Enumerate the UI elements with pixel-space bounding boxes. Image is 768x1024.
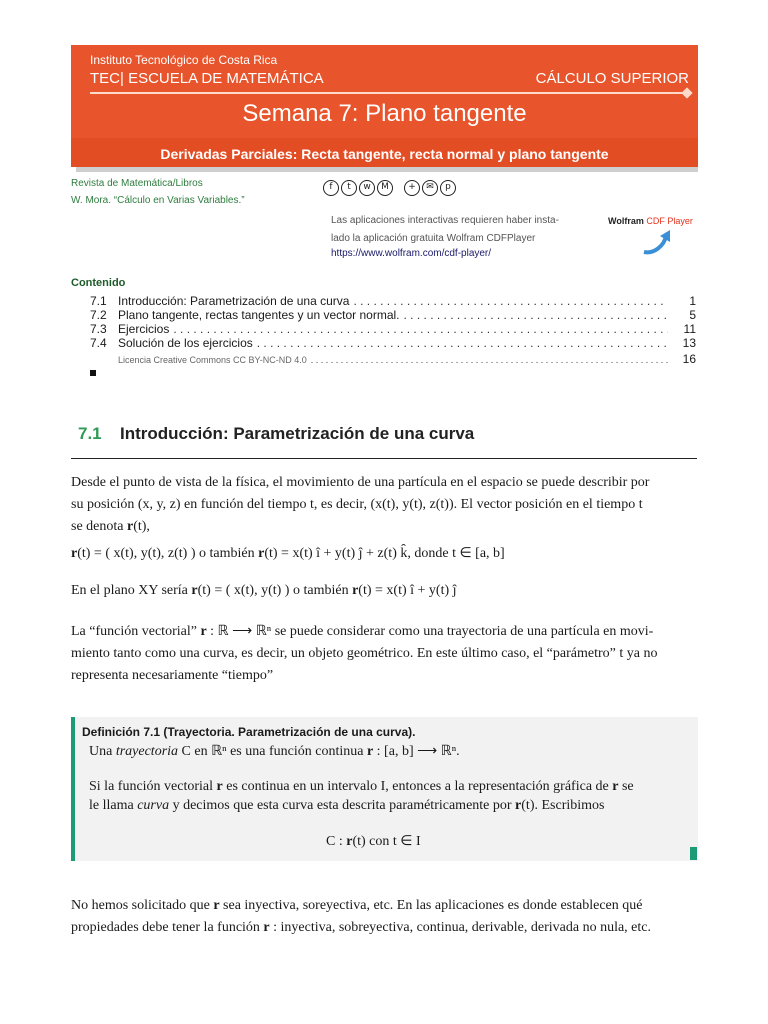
toc-item-label: Licencia Creative Commons CC BY-NC-ND 4.0 xyxy=(118,355,307,365)
text-span: sea inyectiva, soreyectiva, etc. En las aplicaciones es donde establecen qué xyxy=(219,898,643,913)
paragraph-vector-function xyxy=(71,621,698,687)
toc-item-number: 7.2 xyxy=(90,308,107,322)
term-trayectoria: trayectoria xyxy=(115,744,179,759)
toc-item-page: 13 xyxy=(682,336,696,350)
text-span: C : xyxy=(326,834,347,849)
toc-leader xyxy=(404,308,668,322)
toc-item[interactable] xyxy=(90,294,696,308)
paragraph-position xyxy=(71,472,698,538)
toc-leader xyxy=(173,322,668,336)
text-span: es continua en un intervalo I, entonces a la representación gráfica de xyxy=(222,779,613,794)
vector-r: r xyxy=(346,834,353,849)
toc-item-label: Solución de los ejercicios xyxy=(118,336,253,350)
text-span: : inyectiva, sobreyectiva, continua, derivable, derivada no nula, etc. xyxy=(269,920,651,935)
text-span: (t), xyxy=(133,519,150,534)
twitter-icon[interactable]: t xyxy=(341,180,357,196)
toc-item-page: 5 xyxy=(689,308,696,322)
toc-heading: Contenido xyxy=(71,277,126,289)
vector-r: r xyxy=(216,779,223,794)
definition-line xyxy=(89,798,604,814)
text-line xyxy=(71,516,698,538)
cdf-note-line: lado la aplicación gratuita Wolfram CDFPlayer xyxy=(331,233,536,244)
toc-item-number: 7.3 xyxy=(90,322,107,336)
section-number: 7.1 xyxy=(78,424,102,443)
text-span: (t) = ( x(t), y(t), z(t) ) o también xyxy=(77,546,259,561)
text-span: le llama xyxy=(89,798,138,813)
definition-end-marker xyxy=(690,847,697,860)
text-line: representa necesariamente “tiempo” xyxy=(71,668,274,683)
toc-item[interactable] xyxy=(90,322,696,336)
toc-leader xyxy=(257,336,668,350)
header-divider xyxy=(90,92,689,94)
vector-r: r xyxy=(366,744,374,759)
toc-item[interactable] xyxy=(90,336,696,350)
text-span: No hemos solicitado que xyxy=(71,898,214,913)
text-span: La “función vectorial” xyxy=(71,624,201,639)
toc-item-number: 7.4 xyxy=(90,336,107,350)
toc-item[interactable] xyxy=(90,308,696,322)
definition-line xyxy=(89,779,634,795)
school-name: TEC| ESCUELA DE MATEMÁTICA xyxy=(90,70,324,87)
text-span: propiedades debe tener la función xyxy=(71,920,264,935)
text-span: y decimos que esta curva esta descrita paramétricamente por xyxy=(169,798,516,813)
toc-item-label: Ejercicios xyxy=(118,322,170,336)
toc-item-page: 11 xyxy=(683,322,696,336)
vector-r: r xyxy=(612,779,619,794)
section-title: Introducción: Parametrización de una curva xyxy=(120,424,475,443)
toc-leader xyxy=(311,355,668,365)
paragraph-properties xyxy=(71,895,698,939)
vector-r: r xyxy=(515,798,522,813)
text-line: miento tanto como una curva, es decir, un objeto geométrico. En este último caso, el “parámetro” t ya no xyxy=(71,646,658,661)
pinterest-icon[interactable]: p xyxy=(440,180,456,196)
text-line xyxy=(71,621,698,643)
text-span: Una xyxy=(89,744,116,759)
vector-r: r xyxy=(200,624,207,639)
text-span: se xyxy=(618,779,634,794)
definition-equation xyxy=(326,833,421,850)
page-title: Semana 7: Plano tangente xyxy=(242,100,527,127)
vector-r: r xyxy=(258,546,265,561)
cdf-player-icon[interactable] xyxy=(640,228,674,258)
vector-r: r xyxy=(263,920,270,935)
course-name: CÁLCULO SUPERIOR xyxy=(535,70,689,87)
cdf-url-link[interactable]: https://www.wolfram.com/cdf-player/ xyxy=(331,248,492,259)
text-span: (t) con t ∈ I xyxy=(352,834,421,849)
toc-item-label: Plano tangente, rectas tangentes y un vector normal. xyxy=(118,308,400,322)
magazine-link[interactable]: Revista de Matemática/Libros xyxy=(71,178,203,189)
text-span: (t) = ( x(t), y(t) ) o también xyxy=(197,583,353,598)
text-line xyxy=(71,895,698,917)
toc-item-label: Introducción: Parametrización de una curva xyxy=(118,294,350,308)
share-icon[interactable]: + xyxy=(404,180,420,196)
toc-end-bullet xyxy=(90,370,96,376)
definition-accent-bar xyxy=(71,717,75,861)
text-span: C en ℝⁿ es una función continua xyxy=(178,744,367,759)
text-span: : ℝ ⟶ ℝⁿ se puede considerar como una trayectoria de una partícula en movi- xyxy=(206,624,654,639)
wolfram-logo-word: Wolfram xyxy=(608,216,644,226)
text-span: : [a, b] ⟶ ℝⁿ. xyxy=(373,744,460,759)
section-rule xyxy=(71,458,697,459)
definition-line xyxy=(89,743,460,760)
cdf-note xyxy=(331,212,559,248)
text-line xyxy=(71,917,698,939)
toc-item-page: 1 xyxy=(689,294,696,308)
cdf-note-line: Las aplicaciones interactivas requieren haber insta- xyxy=(331,215,559,226)
vector-r: r xyxy=(126,519,134,534)
text-span: Si la función vectorial xyxy=(89,779,217,794)
institution-name: Instituto Tecnológico de Costa Rica xyxy=(90,53,278,67)
vector-r: r xyxy=(71,546,78,561)
facebook-icon[interactable]: f xyxy=(323,180,339,196)
text-span: (t). Escribimos xyxy=(521,798,605,813)
wolfram-logo[interactable] xyxy=(608,216,693,226)
email-icon[interactable]: M xyxy=(377,180,393,196)
definition-heading: Definición 7.1 (Trayectoria. Parametrización de una curva). xyxy=(82,725,416,739)
vector-r: r xyxy=(191,583,198,598)
text-span: se denota xyxy=(71,519,127,534)
page-subtitle: Derivadas Parciales: Recta tangente, recta normal y plano tangente xyxy=(160,146,609,162)
book-reference[interactable]: W. Mora. “Cálculo en Varias Variables.” xyxy=(71,195,245,206)
vector-r: r xyxy=(213,898,220,913)
text-span: En el plano XY sería xyxy=(71,583,192,598)
toc-leader xyxy=(353,294,668,308)
banner-shadow xyxy=(76,167,698,172)
equation-position-3d xyxy=(71,545,505,562)
equation-position-2d xyxy=(71,583,457,599)
toc-item-page: 16 xyxy=(682,352,696,366)
toc-item-license[interactable] xyxy=(90,352,696,366)
text-span: (t) = x(t) î + y(t) ĵ xyxy=(358,583,457,598)
vector-r: r xyxy=(352,583,359,598)
toc-item-number: 7.1 xyxy=(90,294,107,308)
text-span: (t) = x(t) î + y(t) ĵ + z(t) k̂, donde t ∈ [a, b] xyxy=(264,546,505,561)
text-line: su posición (x, y, z) en función del tiempo t, es decir, (x(t), y(t), z(t)). El vector posición en el tiempo t xyxy=(71,497,643,512)
wolfram-logo-suffix: CDF Player xyxy=(646,216,693,226)
mail-icon[interactable]: ✉ xyxy=(422,180,438,196)
text-line: Desde el punto de vista de la física, el movimiento de una partícula en el espacio se puede describir por xyxy=(71,475,650,490)
term-curva: curva xyxy=(137,798,170,813)
whatsapp-icon[interactable]: w xyxy=(359,180,375,196)
